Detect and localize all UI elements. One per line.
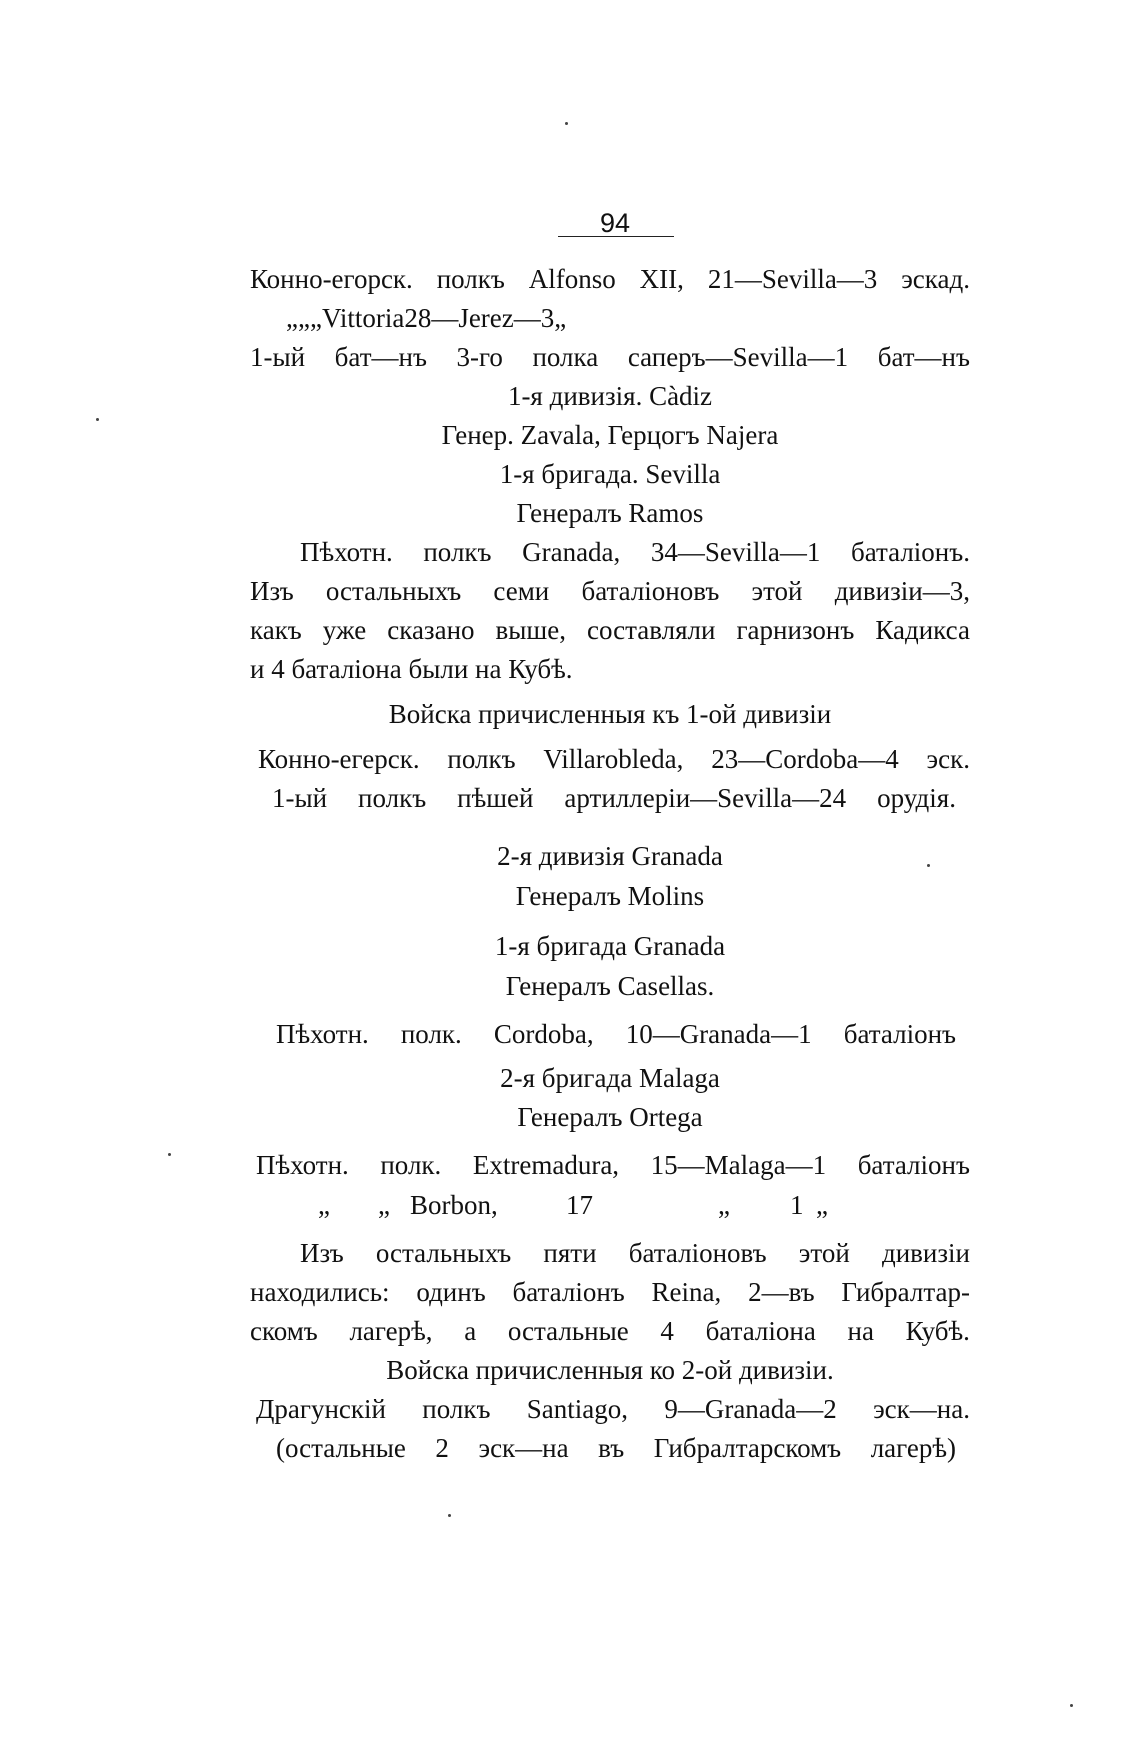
scan-speck (565, 122, 568, 125)
text-word: полкъ (423, 537, 492, 567)
text-word: „ (718, 1190, 730, 1220)
text-word: —3 (513, 303, 555, 333)
text-word: этой (798, 1238, 850, 1268)
text-word: Войска причисленныя къ 1-ой дивизіи (388, 699, 832, 729)
text-word: полка (532, 342, 599, 372)
text-word: Reina, (651, 1277, 722, 1307)
text-word: баталіонъ (512, 1277, 625, 1307)
text-word: 3-го (456, 342, 503, 372)
text-word: гарнизонъ (736, 615, 855, 645)
text-line (250, 340, 970, 374)
text-word: полкъ (358, 783, 427, 813)
text-word: 1-я дивизія. Càdiz (507, 381, 713, 411)
text-line (276, 1431, 956, 1465)
text-line (300, 1236, 970, 1270)
text-word: семи (493, 576, 550, 606)
text-word: составляли (586, 615, 716, 645)
text-word: уже (322, 615, 367, 645)
text-word: (остальные (276, 1433, 406, 1463)
text-word: „ (286, 303, 298, 333)
text-word: скомъ (250, 1316, 318, 1346)
text-word: 1-я бригада. Sevilla (499, 459, 721, 489)
text-word: баталіона (705, 1316, 816, 1346)
text-word: 15—Malaga—1 (650, 1150, 827, 1180)
text-line (256, 1392, 970, 1426)
text-word: орудія. (877, 783, 956, 813)
text-word: 34—Sevilla—1 (650, 537, 821, 567)
text-word: эск—на (478, 1433, 569, 1463)
scan-speck (96, 418, 99, 421)
text-word: Кадикса (875, 615, 970, 645)
text-word: полкъ (436, 264, 505, 294)
text-word: 28—Jerez (404, 303, 514, 333)
text-word: и 4 баталіона были на Кубѣ. (250, 654, 573, 684)
text-word: саперъ—Sevilla—1 (627, 342, 849, 372)
text-line (250, 1275, 970, 1309)
text-word: 17 (566, 1190, 593, 1220)
text-word: остальныхъ (325, 576, 462, 606)
text-word: „ (816, 1190, 828, 1220)
text-word: „ (378, 1190, 390, 1220)
text-word: 10—Granada—1 (625, 1019, 812, 1049)
text-word: Alfonso (528, 264, 616, 294)
text-line (276, 1017, 956, 1051)
text-word: Генералъ Casellas. (505, 971, 715, 1001)
text-word: Extremadura, (472, 1150, 620, 1180)
text-line (250, 379, 970, 413)
text-word: одинъ (416, 1277, 486, 1307)
text-word: Изъ (250, 576, 294, 606)
text-line (250, 457, 970, 491)
scan-speck (1070, 1704, 1073, 1707)
text-word: а (464, 1316, 477, 1346)
text-line (250, 652, 970, 686)
text-word: находились: (250, 1277, 390, 1307)
text-word: пяти (543, 1238, 597, 1268)
text-word: лагерѣ, (349, 1316, 433, 1346)
text-word: эск—на. (873, 1394, 970, 1424)
text-line (250, 613, 970, 647)
text-word: баталіонъ (843, 1019, 956, 1049)
text-word: дивизіи—3, (834, 576, 970, 606)
text-word: Гибралтар- (841, 1277, 970, 1307)
text-word: на (847, 1316, 874, 1346)
text-word: баталіонъ (857, 1150, 970, 1180)
text-word: Borbon, (410, 1190, 498, 1220)
text-word: 4 (660, 1316, 674, 1346)
text-word: 9—Granada—2 (664, 1394, 837, 1424)
text-word: полкъ (447, 744, 516, 774)
text-word: въ (598, 1433, 625, 1463)
text-line (286, 301, 970, 335)
text-word: „ (554, 303, 567, 333)
text-word: 23—Cordoba—4 (711, 744, 899, 774)
text-word: 1-ый (272, 783, 328, 813)
text-word: 21—Sevilla—3 (707, 264, 878, 294)
text-line (250, 1061, 970, 1095)
text-word: эск. (926, 744, 970, 774)
text-word: Генералъ Molins (515, 881, 705, 911)
text-word: лагерѣ) (870, 1433, 956, 1463)
text-word: бат—нъ (877, 342, 970, 372)
text-word: Villarobleda, (543, 744, 684, 774)
text-word: Войска причисленныя ко 2-ой дивизіи. (386, 1355, 834, 1385)
text-word: остальные (507, 1316, 629, 1346)
text-word: 2 (435, 1433, 449, 1463)
text-word: дивизіи (881, 1238, 970, 1268)
text-word: артиллеріи—Sevilla—24 (564, 783, 847, 813)
text-line (250, 839, 970, 873)
text-word: Генер. Zavala, Герцогъ Najera (441, 420, 779, 450)
text-word: какъ (250, 615, 302, 645)
text-word: полк. (380, 1150, 442, 1180)
page-number-rule (558, 236, 674, 237)
text-word: 2—въ (748, 1277, 815, 1307)
text-word: Изъ (300, 1238, 344, 1268)
text-line (250, 879, 970, 913)
text-word: Пѣхотн. (300, 537, 393, 567)
text-word: остальныхъ (375, 1238, 512, 1268)
text-word: 1 (790, 1190, 804, 1220)
text-line (272, 781, 956, 815)
text-word: 1-ый (250, 342, 306, 372)
text-line (250, 697, 970, 731)
text-line (250, 969, 970, 1003)
text-word: баталіоновъ (628, 1238, 767, 1268)
text-line (250, 496, 970, 530)
text-word: Santiago, (526, 1394, 629, 1424)
scan-speck (927, 864, 930, 867)
text-word: Гибралтарскомъ (653, 1433, 842, 1463)
text-word: Vittoria (321, 303, 405, 333)
text-word: „ (318, 1190, 330, 1220)
text-word: Конно-егорск. (250, 264, 413, 294)
text-line (250, 262, 970, 296)
text-word: полк. (400, 1019, 462, 1049)
text-word: Драгунскій (256, 1394, 386, 1424)
text-word: баталіоновъ (581, 576, 720, 606)
text-word: Конно-егерск. (258, 744, 420, 774)
text-word: „ (297, 303, 310, 333)
text-word: эскад. (901, 264, 970, 294)
text-word: полкъ (422, 1394, 491, 1424)
text-line (250, 1100, 970, 1134)
text-word: сказано (387, 615, 475, 645)
text-line (250, 1353, 970, 1387)
text-word: 2-я бригада Malaga (500, 1063, 720, 1093)
text-word: Пѣхотн. (276, 1019, 369, 1049)
text-line (300, 535, 970, 569)
text-line (250, 418, 970, 452)
text-line (250, 1314, 970, 1348)
text-word: „ (309, 303, 322, 333)
text-word: XII, (639, 264, 684, 294)
text-word: бат—нъ (334, 342, 427, 372)
text-word: Пѣхотн. (256, 1150, 349, 1180)
text-word: Генералъ Ramos (516, 498, 704, 528)
page-number: 94 (599, 208, 631, 238)
text-word: Генералъ Ortega (517, 1102, 703, 1132)
text-word: этой (751, 576, 803, 606)
scan-speck (448, 1514, 451, 1517)
text-word: 2-я дивизія Granada (497, 841, 723, 871)
text-word: баталіонъ. (850, 537, 970, 567)
text-line (256, 1148, 970, 1182)
text-line (250, 574, 970, 608)
text-word: 1-я бригада Granada (494, 931, 726, 961)
text-line (250, 929, 970, 963)
text-word: пѣшей (457, 783, 534, 813)
text-line (258, 742, 970, 776)
scan-speck (168, 1153, 171, 1156)
text-word: Кубѣ. (905, 1316, 970, 1346)
text-word: выше, (495, 615, 566, 645)
text-word: Granada, (522, 537, 621, 567)
text-word: Cordoba, (493, 1019, 594, 1049)
